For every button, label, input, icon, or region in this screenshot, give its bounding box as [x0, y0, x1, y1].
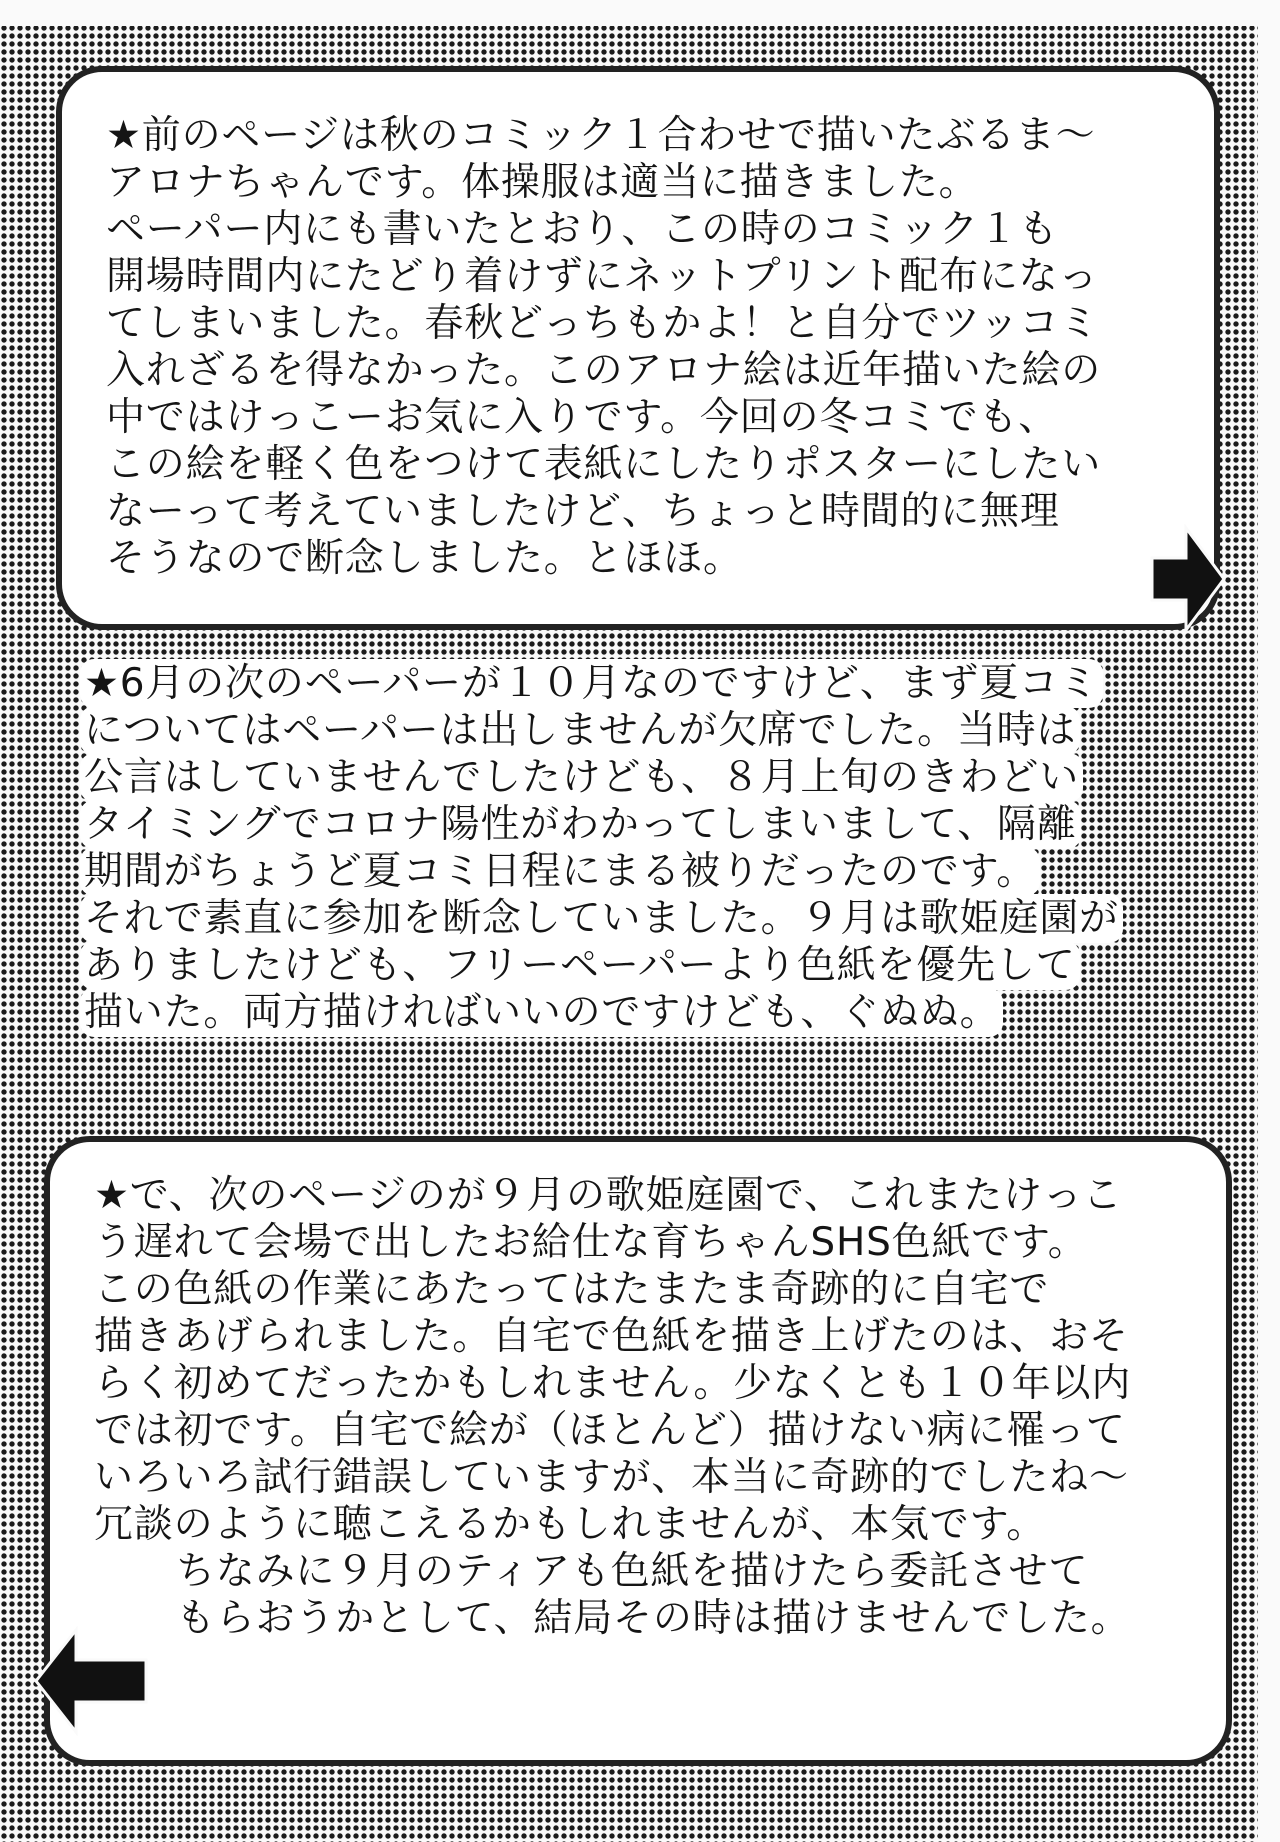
text-line: てしまいました。春秋どっちもかよ！と自分でツッコミ: [106, 301, 1100, 346]
text-line: ★6月の次のペーパーが１０月なのですけど、まず夏コミ: [80, 659, 1103, 708]
note-box-3: [44, 1136, 1232, 1766]
text-line: それで素直に参加を断念していました。９月は歌姫庭園が: [80, 894, 1123, 943]
text-line: 冗談のように聴こえるかもしれませんが、本気です。: [94, 1502, 1047, 1547]
text-line: タイミングでコロナ陽性がわかってしまいまして、隔離: [80, 800, 1081, 849]
text-line: アロナちゃんです。体操服は適当に描きました。: [106, 160, 979, 205]
arrow-left-icon: [30, 1626, 150, 1736]
text-line: についてはペーパーは出しませんが欠席でした。当時は: [80, 706, 1080, 755]
text-line: この絵を軽く色をつけて表紙にしたりポスターにしたい: [106, 442, 1102, 487]
text-line: 入れざるを得なかった。このアロナ絵は近年描いた絵の: [106, 348, 1102, 393]
text-line: では初です。自宅で絵が（ほとんど）描けない病に罹って: [94, 1408, 1126, 1453]
text-line: ★前のページは秋のコミック１合わせで描いたぶるま～: [106, 113, 1096, 158]
text-line: この色紙の作業にあたってはたまたま奇跡的に自宅で: [94, 1267, 1050, 1312]
text-line: なーって考えていましたけど、ちょっと時間的に無理: [106, 489, 1060, 534]
text-line: ペーパー内にも書いたとおり、この時のコミック１も: [106, 207, 1059, 252]
text-line: 描きあげられました。自宅で色紙を描き上げたのは、おそ: [94, 1314, 1129, 1359]
text-line: 中ではけっこーお気に入りです。今回の冬コミでも、: [106, 395, 1059, 440]
text-line: う遅れて会場で出したお給仕な育ちゃんSHS色紙です。: [94, 1220, 1088, 1265]
text-line: らく初めてだったかもしれません。少なくとも１０年以内: [94, 1361, 1132, 1406]
note-box-1: [56, 66, 1220, 630]
text-line: ちなみに９月のティアも色紙を描けたら委託させて: [176, 1549, 1089, 1594]
text-line: ありましたけども、フリーペーパーより色紙を優先して: [80, 941, 1080, 990]
text-line: いろいろ試行錯誤していますが、本当に奇跡的でしたね～: [94, 1455, 1129, 1500]
note-section-2: [80, 660, 1220, 1036]
arrow-right-icon: [1148, 524, 1228, 634]
text-line: 開場時間内にたどり着けずにネットプリント配布になっ: [106, 254, 1099, 299]
text-line: 期間がちょうど夏コミ日程にまる被りだったのです。: [80, 847, 1040, 896]
text-line: 公言はしていませんでしたけども、８月上旬のきわどい: [80, 753, 1083, 802]
text-line: そうなので断念しました。とほほ。: [106, 536, 743, 581]
text-line: もらおうかとして、結局その時は描けませんでした。: [176, 1596, 1131, 1641]
text-line: 描いた。両方描ければいいのですけども、ぐぬぬ。: [80, 988, 1003, 1037]
text-line: ★で、次のページのが９月の歌姫庭園で、これまたけっこ: [94, 1173, 1123, 1218]
